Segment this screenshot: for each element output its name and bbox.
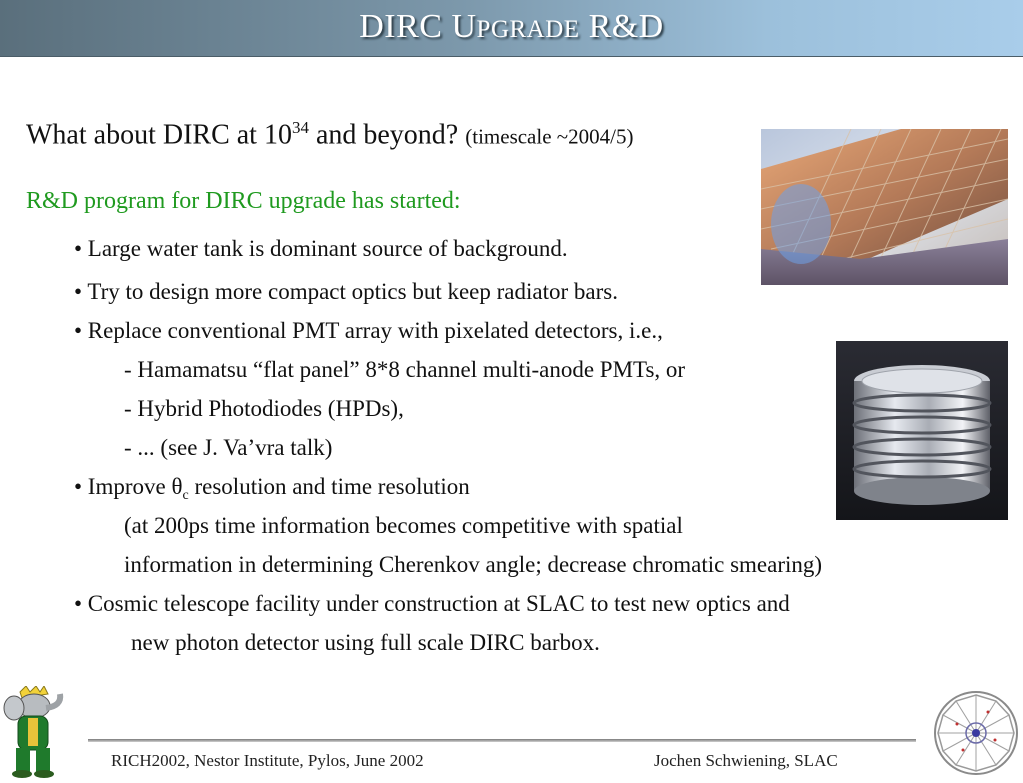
pmt-photo bbox=[836, 341, 1008, 520]
water-tank-photo bbox=[761, 129, 1008, 285]
footer-rule bbox=[88, 739, 916, 742]
bullet-improve bbox=[74, 474, 470, 504]
footer-conference: RICH2002, Nestor Institute, Pylos, June 2002 bbox=[111, 751, 424, 770]
question-text-after: and beyond? bbox=[308, 119, 459, 151]
bullet-replace-pmt: • Replace conventional PMT array with pixelated detectors, i.e., bbox=[74, 318, 663, 343]
bullet-cosmic-1: • Cosmic telescope facility under construction at SLAC to test new optics and bbox=[74, 591, 790, 616]
sub-hpd: - Hybrid Photodiodes (HPDs), bbox=[124, 396, 404, 421]
bullet-water-tank: • Large water tank is dominant source of background. bbox=[74, 236, 568, 261]
theta-symbol: θ bbox=[171, 474, 183, 499]
dirc-logo-art bbox=[933, 690, 1019, 776]
elephant-mascot-icon bbox=[0, 686, 72, 778]
pmt-photo-art bbox=[836, 341, 1008, 520]
footer-author: Jochen Schwiening, SLAC bbox=[654, 751, 838, 770]
water-tank-photo-art bbox=[761, 129, 1008, 285]
bullet-compact-optics: • Try to design more compact optics but keep radiator bars. bbox=[74, 279, 618, 304]
improve-before: • Improve bbox=[74, 474, 172, 499]
title-part-3: R&D bbox=[579, 8, 664, 45]
sub-time-info-2: information in determining Cherenkov angle; decrease chromatic smearing) bbox=[124, 552, 823, 577]
bullet-cosmic-2: new photon detector using full scale DIRC barbox. bbox=[131, 630, 600, 655]
question-text: What about DIRC at 10 bbox=[26, 119, 292, 151]
question-line bbox=[26, 118, 633, 151]
elephant-mascot-art bbox=[0, 686, 72, 778]
title-part-2: PGRADE bbox=[476, 16, 580, 43]
sub-see-talk: - ... (see J. Va’vra talk) bbox=[124, 435, 333, 460]
slide-title bbox=[0, 8, 1023, 46]
title-part-1: DIRC U bbox=[359, 8, 477, 45]
dirc-detector-logo-icon bbox=[933, 690, 1019, 776]
question-timescale: (timescale ~2004/5) bbox=[465, 124, 634, 149]
improve-after: resolution and time resolution bbox=[188, 474, 470, 499]
sub-hamamatsu: - Hamamatsu “flat panel” 8*8 channel multi-anode PMTs, or bbox=[124, 357, 686, 382]
question-exponent: 34 bbox=[291, 118, 309, 137]
theta-subscript: c bbox=[182, 488, 189, 503]
sub-time-info-1: (at 200ps time information becomes competitive with spatial bbox=[124, 513, 683, 538]
rd-heading: R&D program for DIRC upgrade has started: bbox=[26, 188, 461, 214]
